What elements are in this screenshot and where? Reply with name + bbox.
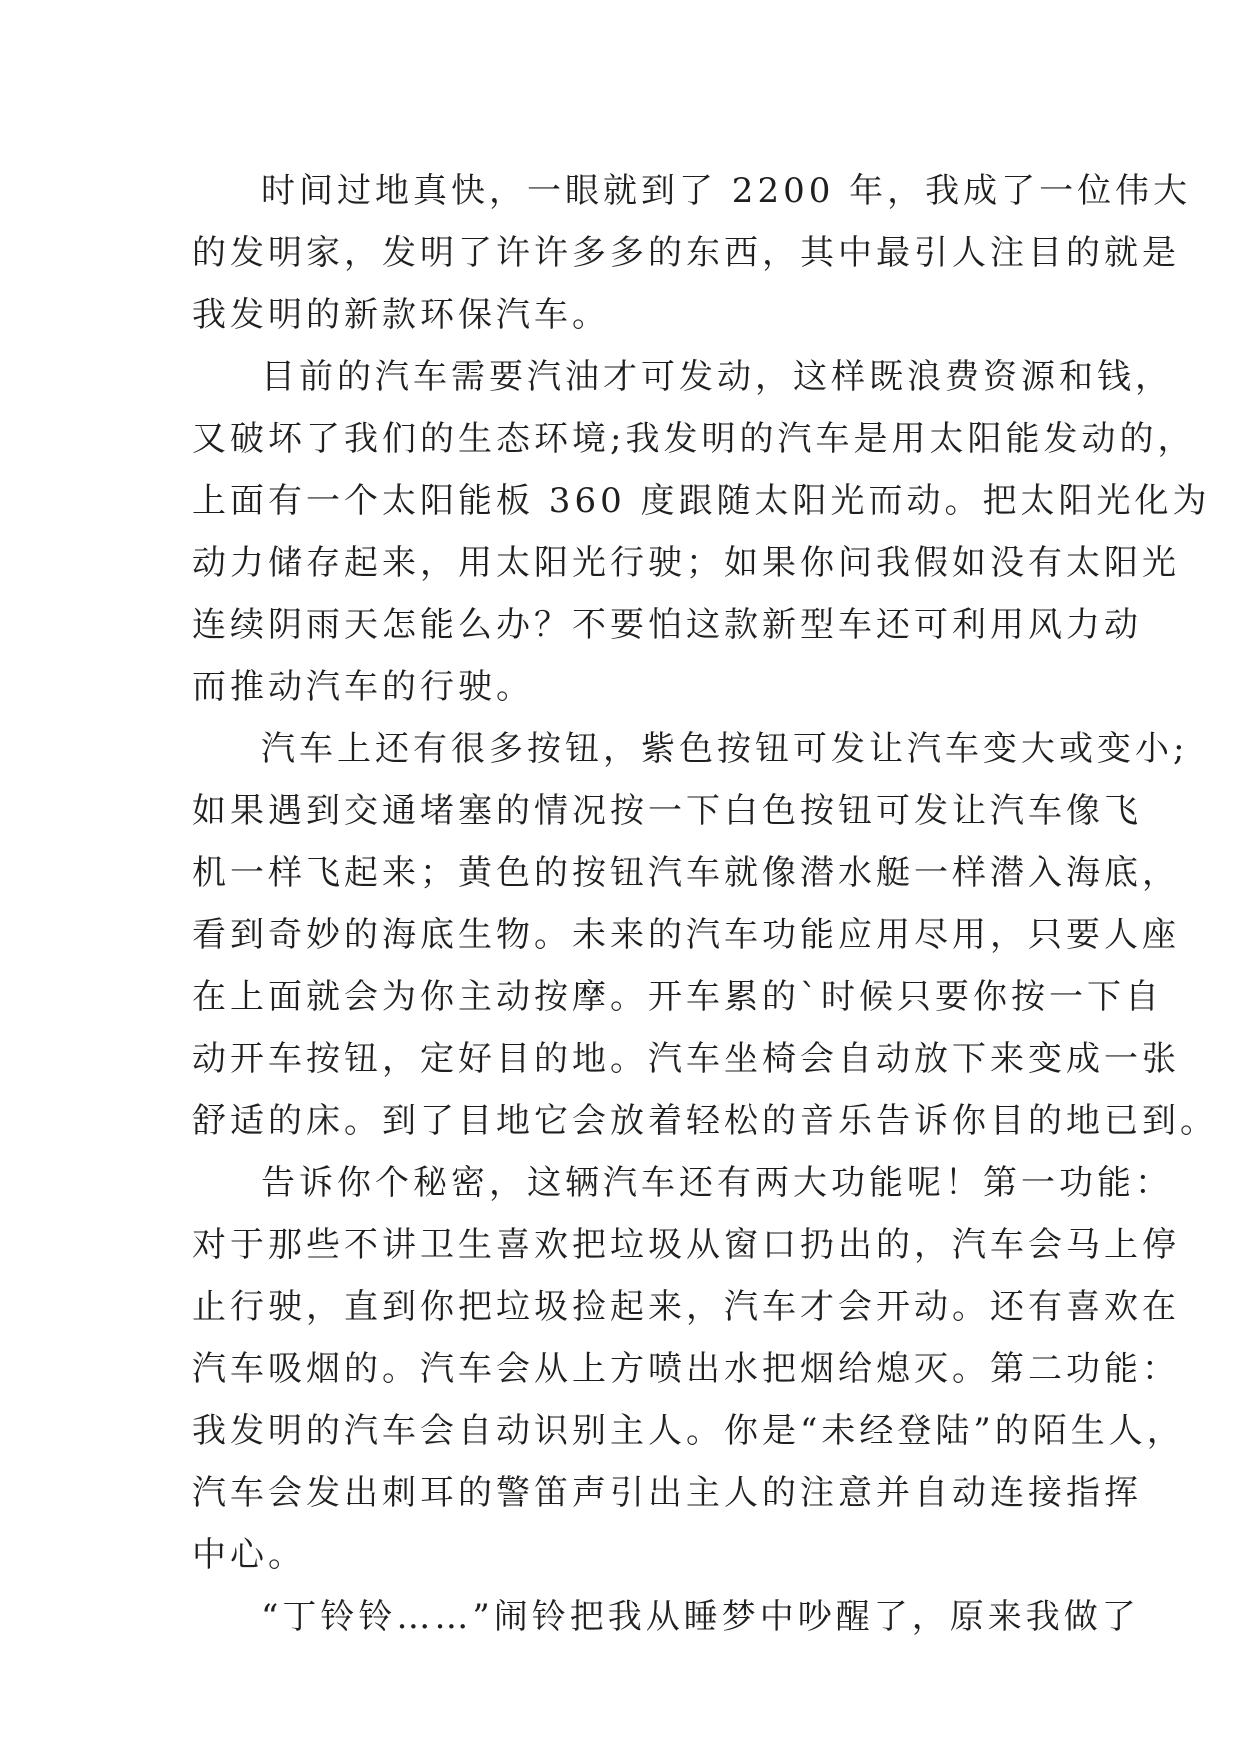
paragraph-4-line-3: 止行驶，直到你把垃圾捡起来，汽车才会开动。还有喜欢在 [192,1287,1180,1327]
paragraph-2-line-6: 而推动汽车的行驶。 [192,667,534,707]
paragraph-4-line-1: 告诉你个秘密，这辆汽车还有两大功能呢！第一功能： [261,1163,1173,1203]
paragraph-3-line-1: 汽车上还有很多按钮，紫色按钮可发让汽车变大或变小; [261,729,1189,769]
paragraph-4-line-5: 我发明的汽车会自动识别主人。你是“未经登陆”的陌生人， [192,1411,1185,1451]
paragraph-2-line-1: 目前的汽车需要汽油才可发动，这样既浪费资源和钱， [261,357,1173,397]
paragraph-4-line-7: 中心。 [192,1535,306,1575]
paragraph-2-line-4: 动力储存起来，用太阳光行驶；如果你问我假如没有太阳光 [192,543,1180,583]
paragraph-2-line-5: 连续阴雨天怎能么办？不要怕这款新型车还可利用风力动 [192,605,1142,645]
paragraph-3-line-4: 看到奇妙的海底生物。未来的汽车功能应用尽用，只要人座 [192,915,1180,955]
paragraph-4-line-4: 汽车吸烟的。汽车会从上方喷出水把烟给熄灭。第二功能： [192,1349,1180,1389]
paragraph-4-line-2: 对于那些不讲卫生喜欢把垃圾从窗口扔出的，汽车会马上停 [192,1225,1180,1265]
paragraph-1-line-3: 我发明的新款环保汽车。 [192,295,610,335]
paragraph-2-line-3: 上面有一个太阳能板 360 度跟随太阳光而动。把太阳光化为 [192,481,1211,521]
paragraph-3-line-7: 舒适的床。到了目地它会放着轻松的音乐告诉你目的地已到。 [192,1101,1218,1141]
essay-body [192,160,1218,1648]
paragraph-3-line-3: 机一样飞起来；黄色的按钮汽车就像潜水艇一样潜入海底， [192,853,1180,893]
paragraph-3-line-5: 在上面就会为你主动按摩。开车累的`时候只要你按一下自 [192,977,1163,1017]
paragraph-1-line-2: 的发明家，发明了许许多多的东西，其中最引人注目的就是 [192,233,1180,273]
paragraph-4-line-6: 汽车会发出刺耳的警笛声引出主人的注意并自动连接指挥 [192,1473,1142,1513]
paragraph-3-line-2: 如果遇到交通堵塞的情况按一下白色按钮可发让汽车像飞 [192,791,1142,831]
paragraph-5-line-1: “丁铃铃……”闹铃把我从睡梦中吵醒了，原来我做了 [261,1597,1140,1637]
paragraph-2-line-2: 又破坏了我们的生态环境;我发明的汽车是用太阳能发动的， [192,419,1196,459]
paragraph-1-line-1: 时间过地真快，一眼就到了 2200 年，我成了一位伟大 [261,171,1192,211]
paragraph-3-line-6: 动开车按钮，定好目的地。汽车坐椅会自动放下来变成一张 [192,1039,1180,1079]
